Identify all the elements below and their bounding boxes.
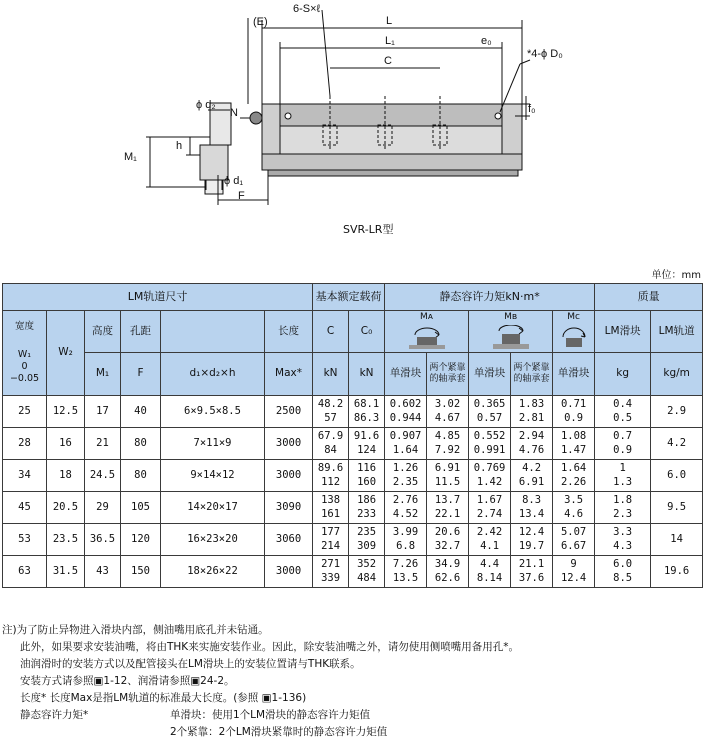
cell-ma2 bbox=[427, 556, 469, 588]
cell-block bbox=[595, 396, 651, 428]
cell-rail: 14 bbox=[651, 524, 703, 556]
cell-c bbox=[313, 428, 349, 460]
cell-c bbox=[313, 524, 349, 556]
cell-mb1-value: 1.67 bbox=[476, 494, 503, 507]
cell-mb1-value: 0.365 bbox=[473, 398, 506, 411]
cell-mb2 bbox=[511, 556, 553, 588]
cell-block-value: 1.3 bbox=[613, 475, 633, 488]
cell-len: 3000 bbox=[265, 460, 313, 492]
table-row bbox=[3, 556, 703, 588]
cell-c0 bbox=[349, 492, 385, 524]
cell-ma1-value: 1.64 bbox=[392, 443, 419, 456]
cell-ma2 bbox=[427, 492, 469, 524]
cell-ma2-value: 7.92 bbox=[434, 443, 461, 456]
dim-l1: L₁ bbox=[385, 35, 395, 47]
cell-mb1 bbox=[469, 428, 511, 460]
cell-block-value: 8.5 bbox=[613, 571, 633, 584]
cell-c-value: 57 bbox=[324, 411, 337, 424]
cell-w1: 28 bbox=[3, 428, 47, 460]
cell-block bbox=[595, 492, 651, 524]
cell-mc-value: 4.6 bbox=[564, 507, 584, 520]
col-c0: C₀ bbox=[349, 311, 385, 353]
cell-c-value: 84 bbox=[324, 443, 337, 456]
note-5: 长度* 长度Max是指LM轨道的标准最大长度。(参照 ▣1-136) bbox=[20, 692, 307, 704]
table-row bbox=[3, 396, 703, 428]
note-6: 静态容许力矩* bbox=[20, 709, 89, 721]
cell-c0-value: 235 bbox=[357, 526, 377, 539]
dim-e: (E) bbox=[253, 16, 268, 28]
cell-w2: 12.5 bbox=[47, 396, 85, 428]
note-8: 2个紧靠：2个LM滑块紧靠时的静态容许力矩值 bbox=[170, 726, 388, 738]
col-dim-blank bbox=[161, 311, 265, 353]
col-ma bbox=[385, 311, 469, 353]
cell-ma2-value: 11.5 bbox=[434, 475, 461, 488]
cell-mb2 bbox=[511, 524, 553, 556]
cell-c-value: 161 bbox=[321, 507, 341, 520]
dim-d2: ϕ d₂ bbox=[196, 99, 216, 111]
cell-mb2-value: 6.91 bbox=[518, 475, 545, 488]
table-row bbox=[3, 492, 703, 524]
cell-rail: 9.5 bbox=[651, 492, 703, 524]
col-mc bbox=[553, 311, 595, 353]
col-m1: M₁ bbox=[85, 353, 121, 396]
cell-f: 120 bbox=[121, 524, 161, 556]
cell-block-value: 0.5 bbox=[613, 411, 633, 424]
cell-ma1 bbox=[385, 460, 427, 492]
cell-ma1 bbox=[385, 396, 427, 428]
cell-mb1-value: 8.14 bbox=[476, 571, 503, 584]
cell-ma2 bbox=[427, 396, 469, 428]
cell-c-value: 271 bbox=[321, 558, 341, 571]
unit-label: 单位：mm bbox=[651, 270, 701, 281]
cell-c-value: 67.9 bbox=[317, 430, 344, 443]
group-mass: 质量 bbox=[595, 284, 703, 311]
dim-f: F bbox=[238, 190, 245, 202]
cell-ma1-value: 0.944 bbox=[389, 411, 422, 424]
col-height: 高度 bbox=[85, 311, 121, 353]
cell-block-value: 4.3 bbox=[613, 539, 633, 552]
note-3: 油润滑时的安装方式以及配管接头在LM滑块上的安装位置请与THK联系。 bbox=[20, 658, 361, 670]
cell-mc-value: 9 bbox=[570, 558, 577, 571]
cell-rail: 4.2 bbox=[651, 428, 703, 460]
group-rail: LM轨道尺寸 bbox=[3, 284, 313, 311]
cell-mb1-value: 2.74 bbox=[476, 507, 503, 520]
cell-mb2-value: 2.94 bbox=[518, 430, 545, 443]
cell-c-value: 112 bbox=[321, 475, 341, 488]
cell-mb1-value: 0.57 bbox=[476, 411, 503, 424]
cell-w1: 45 bbox=[3, 492, 47, 524]
cell-mb2-value: 19.7 bbox=[518, 539, 545, 552]
cell-c-value: 177 bbox=[321, 526, 341, 539]
drawing-caption: SVR-LR型 bbox=[343, 223, 394, 236]
cell-mc-value: 3.5 bbox=[564, 494, 584, 507]
ma-double: 两个紧靠的轴承套 bbox=[427, 353, 469, 396]
cell-rail: 6.0 bbox=[651, 460, 703, 492]
cell-f: 80 bbox=[121, 460, 161, 492]
table-body bbox=[3, 396, 703, 588]
cell-mb2-value: 1.83 bbox=[518, 398, 545, 411]
cell-c-value: 138 bbox=[321, 494, 341, 507]
cell-c0-value: 160 bbox=[357, 475, 377, 488]
col-mass-rail: LM轨道 bbox=[651, 311, 703, 353]
cell-mb1 bbox=[469, 556, 511, 588]
cell-ma2 bbox=[427, 460, 469, 492]
note-moment bbox=[2, 707, 519, 724]
col-c: C bbox=[313, 311, 349, 353]
cell-ma1-value: 13.5 bbox=[392, 571, 419, 584]
cell-block-value: 0.7 bbox=[613, 430, 633, 443]
cell-mb1-value: 0.991 bbox=[473, 443, 506, 456]
cell-rail: 19.6 bbox=[651, 556, 703, 588]
cell-ma1-value: 3.99 bbox=[392, 526, 419, 539]
cell-mc bbox=[553, 524, 595, 556]
dim-bolt: 6-S×ℓ bbox=[293, 3, 321, 15]
cell-len: 3000 bbox=[265, 428, 313, 460]
col-mb bbox=[469, 311, 553, 353]
cell-ma2-value: 6.91 bbox=[434, 462, 461, 475]
cell-mc-value: 0.71 bbox=[560, 398, 587, 411]
cell-mc-value: 6.67 bbox=[560, 539, 587, 552]
dim-d1: ϕ d₁ bbox=[224, 175, 244, 187]
dim-e0: e₀ bbox=[481, 35, 492, 47]
cell-block-value: 2.3 bbox=[613, 507, 633, 520]
col-dim: d₁×d₂×h bbox=[161, 353, 265, 396]
col-width-sub-tol: −0.05 bbox=[9, 372, 40, 384]
cell-w1: 34 bbox=[3, 460, 47, 492]
cell-mb1-value: 0.769 bbox=[473, 462, 506, 475]
col-width bbox=[3, 311, 47, 396]
cell-c0-value: 233 bbox=[357, 507, 377, 520]
cell-mb2 bbox=[511, 492, 553, 524]
mass-rail-unit: kg/m bbox=[651, 353, 703, 396]
cell-mc-value: 1.08 bbox=[560, 430, 587, 443]
cell-mb1-value: 1.42 bbox=[476, 475, 503, 488]
cell-ma2 bbox=[427, 524, 469, 556]
col-c-unit: kN bbox=[313, 353, 349, 396]
cell-m1: 17 bbox=[85, 396, 121, 428]
col-w2: W₂ bbox=[47, 311, 85, 396]
cell-ma1-value: 2.76 bbox=[392, 494, 419, 507]
cell-dim: 6×9.5×8.5 bbox=[161, 396, 265, 428]
cell-c0-value: 484 bbox=[357, 571, 377, 584]
cell-ma2-value: 4.85 bbox=[434, 430, 461, 443]
cell-w2: 18 bbox=[47, 460, 85, 492]
note-4: 安装方式请参照▣1-12、润滑请参照▣24-2。 bbox=[20, 675, 235, 687]
mc-icon bbox=[559, 325, 589, 351]
cell-mc-value: 2.26 bbox=[560, 475, 587, 488]
ma-icon bbox=[405, 325, 449, 351]
cell-m1: 36.5 bbox=[85, 524, 121, 556]
cell-block-value: 3.3 bbox=[613, 526, 633, 539]
cell-ma2-value: 20.6 bbox=[434, 526, 461, 539]
dim-c: C bbox=[384, 55, 392, 67]
cell-mb1 bbox=[469, 492, 511, 524]
cell-ma1-value: 2.35 bbox=[392, 475, 419, 488]
cell-c-value: 89.6 bbox=[317, 462, 344, 475]
ma-label: Mᴀ bbox=[420, 312, 434, 323]
cell-c-value: 48.2 bbox=[317, 398, 344, 411]
cell-mb2-value: 4.76 bbox=[518, 443, 545, 456]
col-pitch: 孔距 bbox=[121, 311, 161, 353]
cell-len: 3000 bbox=[265, 556, 313, 588]
cell-dim: 14×20×17 bbox=[161, 492, 265, 524]
cell-c bbox=[313, 460, 349, 492]
cell-mb2 bbox=[511, 460, 553, 492]
cell-block-value: 6.0 bbox=[613, 558, 633, 571]
cell-mc-value: 5.07 bbox=[560, 526, 587, 539]
cell-mb2-value: 8.3 bbox=[522, 494, 542, 507]
ma-single: 单滑块 bbox=[385, 353, 427, 396]
cell-w1: 25 bbox=[3, 396, 47, 428]
cell-mc-value: 1.64 bbox=[560, 462, 587, 475]
table-row bbox=[3, 428, 703, 460]
cell-ma2-value: 32.7 bbox=[434, 539, 461, 552]
cell-ma2-value: 13.7 bbox=[434, 494, 461, 507]
cell-mb2-value: 12.4 bbox=[518, 526, 545, 539]
cell-f: 150 bbox=[121, 556, 161, 588]
cell-c0 bbox=[349, 460, 385, 492]
group-load: 基本额定载荷 bbox=[313, 284, 385, 311]
cell-mb2-value: 4.2 bbox=[522, 462, 542, 475]
cell-ma1-value: 6.8 bbox=[396, 539, 416, 552]
cell-mc-value: 12.4 bbox=[560, 571, 587, 584]
cell-w2: 31.5 bbox=[47, 556, 85, 588]
cell-mb2 bbox=[511, 396, 553, 428]
cell-m1: 29 bbox=[85, 492, 121, 524]
cell-ma1-value: 0.907 bbox=[389, 430, 422, 443]
dim-f0: f₀ bbox=[528, 103, 536, 115]
note-2: 此外，如果要求安装油嘴，将由THK来实施安装作业。因此，除安装油嘴之外，请勿使用侧喷嘴用备用孔*。 bbox=[20, 641, 519, 653]
cell-mb1-value: 2.42 bbox=[476, 526, 503, 539]
mc-label: Mᴄ bbox=[567, 312, 580, 323]
cell-c0-value: 186 bbox=[357, 494, 377, 507]
cell-mb1-value: 0.552 bbox=[473, 430, 506, 443]
cell-w2: 20.5 bbox=[47, 492, 85, 524]
cell-block bbox=[595, 428, 651, 460]
cell-ma2-value: 3.02 bbox=[434, 398, 461, 411]
cell-mb2-value: 37.6 bbox=[518, 571, 545, 584]
col-mass-block: LM滑块 bbox=[595, 311, 651, 353]
cell-c0 bbox=[349, 556, 385, 588]
cell-mb1 bbox=[469, 460, 511, 492]
cell-c bbox=[313, 492, 349, 524]
dim-n: N bbox=[230, 107, 238, 119]
cell-mb2 bbox=[511, 428, 553, 460]
cell-w1: 53 bbox=[3, 524, 47, 556]
spec-table bbox=[2, 283, 703, 588]
cell-ma2-value: 34.9 bbox=[434, 558, 461, 571]
cell-c0-value: 91.6 bbox=[353, 430, 380, 443]
cell-m1: 21 bbox=[85, 428, 121, 460]
cell-len: 3060 bbox=[265, 524, 313, 556]
cell-mc-value: 0.9 bbox=[564, 411, 584, 424]
cell-mb2-value: 13.4 bbox=[518, 507, 545, 520]
cell-ma1 bbox=[385, 524, 427, 556]
cell-c0 bbox=[349, 396, 385, 428]
cell-w2: 16 bbox=[47, 428, 85, 460]
cell-f: 40 bbox=[121, 396, 161, 428]
col-max: Max* bbox=[265, 353, 313, 396]
cell-mc bbox=[553, 428, 595, 460]
notes bbox=[2, 622, 519, 741]
mb-double: 两个紧靠的轴承套 bbox=[511, 353, 553, 396]
mass-block-unit: kg bbox=[595, 353, 651, 396]
col-f: F bbox=[121, 353, 161, 396]
mb-icon bbox=[489, 325, 533, 351]
col-c0-unit: kN bbox=[349, 353, 385, 396]
cell-ma2 bbox=[427, 428, 469, 460]
dim-l: L bbox=[386, 15, 393, 27]
cell-dim: 7×11×9 bbox=[161, 428, 265, 460]
cell-mc bbox=[553, 396, 595, 428]
dim-h: h bbox=[176, 140, 183, 152]
table-row bbox=[3, 460, 703, 492]
cell-c0-value: 68.1 bbox=[353, 398, 380, 411]
cell-c0-value: 352 bbox=[357, 558, 377, 571]
cell-dim: 9×14×12 bbox=[161, 460, 265, 492]
cell-c0 bbox=[349, 428, 385, 460]
cell-ma1 bbox=[385, 492, 427, 524]
cell-len: 3090 bbox=[265, 492, 313, 524]
cell-mc bbox=[553, 492, 595, 524]
cell-f: 105 bbox=[121, 492, 161, 524]
cell-c-value: 214 bbox=[321, 539, 341, 552]
cell-block-value: 1.8 bbox=[613, 494, 633, 507]
cell-block bbox=[595, 524, 651, 556]
cell-mb1 bbox=[469, 524, 511, 556]
col-width-sub-w1: W₁ bbox=[17, 349, 32, 361]
cell-ma1 bbox=[385, 428, 427, 460]
cell-block-value: 0.9 bbox=[613, 443, 633, 456]
col-width-sub-0: 0 bbox=[21, 361, 28, 372]
mb-single: 单滑块 bbox=[469, 353, 511, 396]
cell-mb1-value: 4.4 bbox=[480, 558, 500, 571]
cell-c0-value: 86.3 bbox=[353, 411, 380, 424]
cell-mb1 bbox=[469, 396, 511, 428]
col-length: 长度 bbox=[265, 311, 313, 353]
cell-block-value: 1 bbox=[619, 462, 626, 475]
cell-c-value: 339 bbox=[321, 571, 341, 584]
cell-len: 2500 bbox=[265, 396, 313, 428]
cell-block bbox=[595, 556, 651, 588]
cell-ma1-value: 1.26 bbox=[392, 462, 419, 475]
cell-w2: 23.5 bbox=[47, 524, 85, 556]
cell-m1: 24.5 bbox=[85, 460, 121, 492]
cell-block-value: 0.4 bbox=[613, 398, 633, 411]
cell-c0-value: 124 bbox=[357, 443, 377, 456]
mb-label: Mʙ bbox=[504, 312, 518, 323]
cell-mc bbox=[553, 460, 595, 492]
mc-single: 单滑块 bbox=[553, 353, 595, 396]
cell-ma2-value: 62.6 bbox=[434, 571, 461, 584]
cell-c bbox=[313, 396, 349, 428]
cell-ma2-value: 4.67 bbox=[434, 411, 461, 424]
cell-dim: 16×23×20 bbox=[161, 524, 265, 556]
cell-ma2-value: 22.1 bbox=[434, 507, 461, 520]
cell-mb2-value: 21.1 bbox=[518, 558, 545, 571]
cell-w1: 63 bbox=[3, 556, 47, 588]
cell-c bbox=[313, 556, 349, 588]
table-row bbox=[3, 524, 703, 556]
cell-c0-value: 309 bbox=[357, 539, 377, 552]
cell-mc bbox=[553, 556, 595, 588]
cell-ma1 bbox=[385, 556, 427, 588]
group-moment: 静态容许力矩kN·m* bbox=[385, 284, 595, 311]
cell-mb1-value: 4.1 bbox=[480, 539, 500, 552]
cell-c0 bbox=[349, 524, 385, 556]
cell-dim: 18×26×22 bbox=[161, 556, 265, 588]
note-7: 单滑块：使用1个LM滑块的静态容许力矩值 bbox=[170, 709, 371, 721]
note-1: 注)为了防止异物进入滑块内部，侧油嘴用底孔并未钻通。 bbox=[2, 624, 269, 636]
cell-ma1-value: 0.602 bbox=[389, 398, 422, 411]
cell-block bbox=[595, 460, 651, 492]
cell-mc-value: 1.47 bbox=[560, 443, 587, 456]
technical-drawing bbox=[0, 0, 705, 245]
cell-m1: 43 bbox=[85, 556, 121, 588]
dim-m1: M₁ bbox=[124, 151, 137, 163]
cell-rail: 2.9 bbox=[651, 396, 703, 428]
cell-mb2-value: 2.81 bbox=[518, 411, 545, 424]
cell-c0-value: 116 bbox=[357, 462, 377, 475]
cell-ma1-value: 7.26 bbox=[392, 558, 419, 571]
col-width-label: 宽度 bbox=[14, 321, 34, 333]
dim-holes: *4-ϕ D₀ bbox=[527, 48, 563, 60]
cell-ma1-value: 4.52 bbox=[392, 507, 419, 520]
cell-f: 80 bbox=[121, 428, 161, 460]
